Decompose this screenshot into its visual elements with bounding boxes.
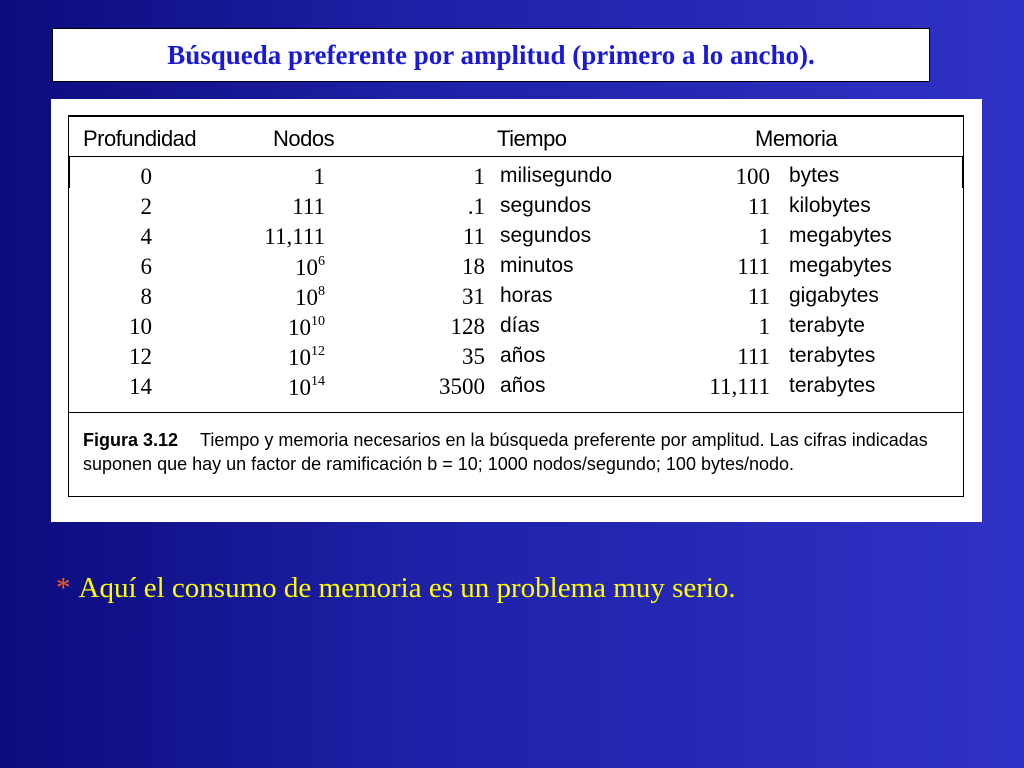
nodos-base: 11,111 xyxy=(264,224,325,249)
table-frame xyxy=(68,115,964,497)
nodos-exponent: 10 xyxy=(311,314,325,329)
cell-tiempo-unidad: minutos xyxy=(500,254,574,277)
cell-profundidad: 14 xyxy=(129,374,152,399)
cell-memoria-valor: 111 xyxy=(737,344,770,369)
cell-profundidad: 0 xyxy=(140,164,152,189)
cell-nodos xyxy=(264,224,325,250)
cell-tiempo-unidad: segundos xyxy=(500,194,592,217)
table-row xyxy=(69,254,963,284)
cell-tiempo-valor: .1 xyxy=(467,194,485,219)
caption-text: Tiempo y memoria necesarios en la búsqueda preferente por amplitud. Las cifras indicadas suponen que hay un factor de ramificación b = 10; 1000 nodos/segundo; 100 bytes/nodo. xyxy=(83,430,928,474)
cell-profundidad: 4 xyxy=(140,224,152,249)
cell-tiempo-valor: 128 xyxy=(450,314,485,339)
bullet-point xyxy=(56,572,736,605)
cell-memoria-unidad: terabytes xyxy=(789,344,876,367)
cell-tiempo-unidad: años xyxy=(500,344,546,367)
slide-title-box xyxy=(52,28,930,82)
cell-memoria-valor: 11 xyxy=(747,284,770,309)
nodos-base: 10 xyxy=(288,375,311,400)
cell-tiempo-unidad: horas xyxy=(500,284,553,307)
table-row xyxy=(69,164,963,194)
cell-tiempo-unidad: milisegundo xyxy=(500,164,613,187)
cell-profundidad: 12 xyxy=(129,344,152,369)
cell-tiempo-valor: 1 xyxy=(473,164,485,189)
cell-nodos xyxy=(295,284,325,311)
cell-nodos xyxy=(288,344,325,371)
cell-memoria-valor: 11,111 xyxy=(709,374,770,399)
cell-profundidad: 8 xyxy=(140,284,152,309)
header-memoria: Memoria xyxy=(755,126,838,151)
cell-nodos xyxy=(314,164,326,190)
cell-tiempo-valor: 18 xyxy=(462,254,485,279)
header-tiempo: Tiempo xyxy=(497,126,567,151)
cell-tiempo-valor: 35 xyxy=(462,344,485,369)
cell-memoria-unidad: gigabytes xyxy=(789,284,879,307)
nodos-base: 10 xyxy=(295,255,318,280)
slide-title: Búsqueda preferente por amplitud (primero a lo ancho). xyxy=(167,39,815,70)
nodos-exponent: 12 xyxy=(311,344,325,359)
cell-tiempo-unidad: días xyxy=(500,314,540,337)
bullet-asterisk-icon: * xyxy=(56,572,71,604)
nodos-exponent: 6 xyxy=(318,254,325,269)
figure-caption xyxy=(83,428,953,476)
nodos-exponent: 14 xyxy=(311,374,325,389)
table-row xyxy=(69,194,963,224)
nodos-base: 1 xyxy=(313,164,325,189)
cell-profundidad: 2 xyxy=(140,194,152,219)
cell-memoria-valor: 1 xyxy=(758,224,770,249)
cell-tiempo-valor: 3500 xyxy=(439,374,485,399)
nodos-base: 10 xyxy=(288,315,311,340)
cell-nodos xyxy=(288,374,325,401)
table-row xyxy=(69,224,963,254)
header-nodos: Nodos xyxy=(273,126,335,151)
table-bottom-rule xyxy=(69,412,963,413)
cell-tiempo-valor: 11 xyxy=(462,224,485,249)
cell-tiempo-unidad: segundos xyxy=(500,224,592,247)
table-row xyxy=(69,314,963,344)
cell-profundidad: 6 xyxy=(140,254,152,279)
cell-memoria-unidad: terabyte xyxy=(789,314,865,337)
nodos-base: 111 xyxy=(292,194,325,219)
nodos-base: 10 xyxy=(295,285,318,310)
nodos-exponent: 8 xyxy=(318,284,325,299)
cell-nodos xyxy=(288,314,325,341)
table-header-rule xyxy=(69,156,963,157)
table-top-rule xyxy=(69,116,963,117)
table-row xyxy=(69,374,963,404)
cell-memoria-valor: 1 xyxy=(758,314,770,339)
cell-memoria-unidad: megabytes xyxy=(789,254,892,277)
cell-memoria-valor: 11 xyxy=(747,194,770,219)
cell-nodos xyxy=(295,254,325,281)
figure-table-image xyxy=(51,99,982,522)
cell-profundidad: 10 xyxy=(129,314,152,339)
cell-memoria-unidad: kilobytes xyxy=(789,194,871,217)
cell-tiempo-valor: 31 xyxy=(462,284,485,309)
cell-memoria-valor: 111 xyxy=(737,254,770,279)
caption-figure-label: Figura 3.12 xyxy=(83,430,179,450)
table-row xyxy=(69,344,963,374)
cell-memoria-unidad: terabytes xyxy=(789,374,876,397)
header-profundidad: Profundidad xyxy=(83,126,197,151)
cell-memoria-valor: 100 xyxy=(735,164,770,189)
bullet-text: Aquí el consumo de memoria es un problema muy serio. xyxy=(78,572,736,604)
table-row xyxy=(69,284,963,314)
cell-memoria-unidad: megabytes xyxy=(789,224,892,247)
cell-tiempo-unidad: años xyxy=(500,374,546,397)
nodos-base: 10 xyxy=(288,345,311,370)
cell-memoria-unidad: bytes xyxy=(789,164,840,187)
cell-nodos xyxy=(292,194,325,220)
